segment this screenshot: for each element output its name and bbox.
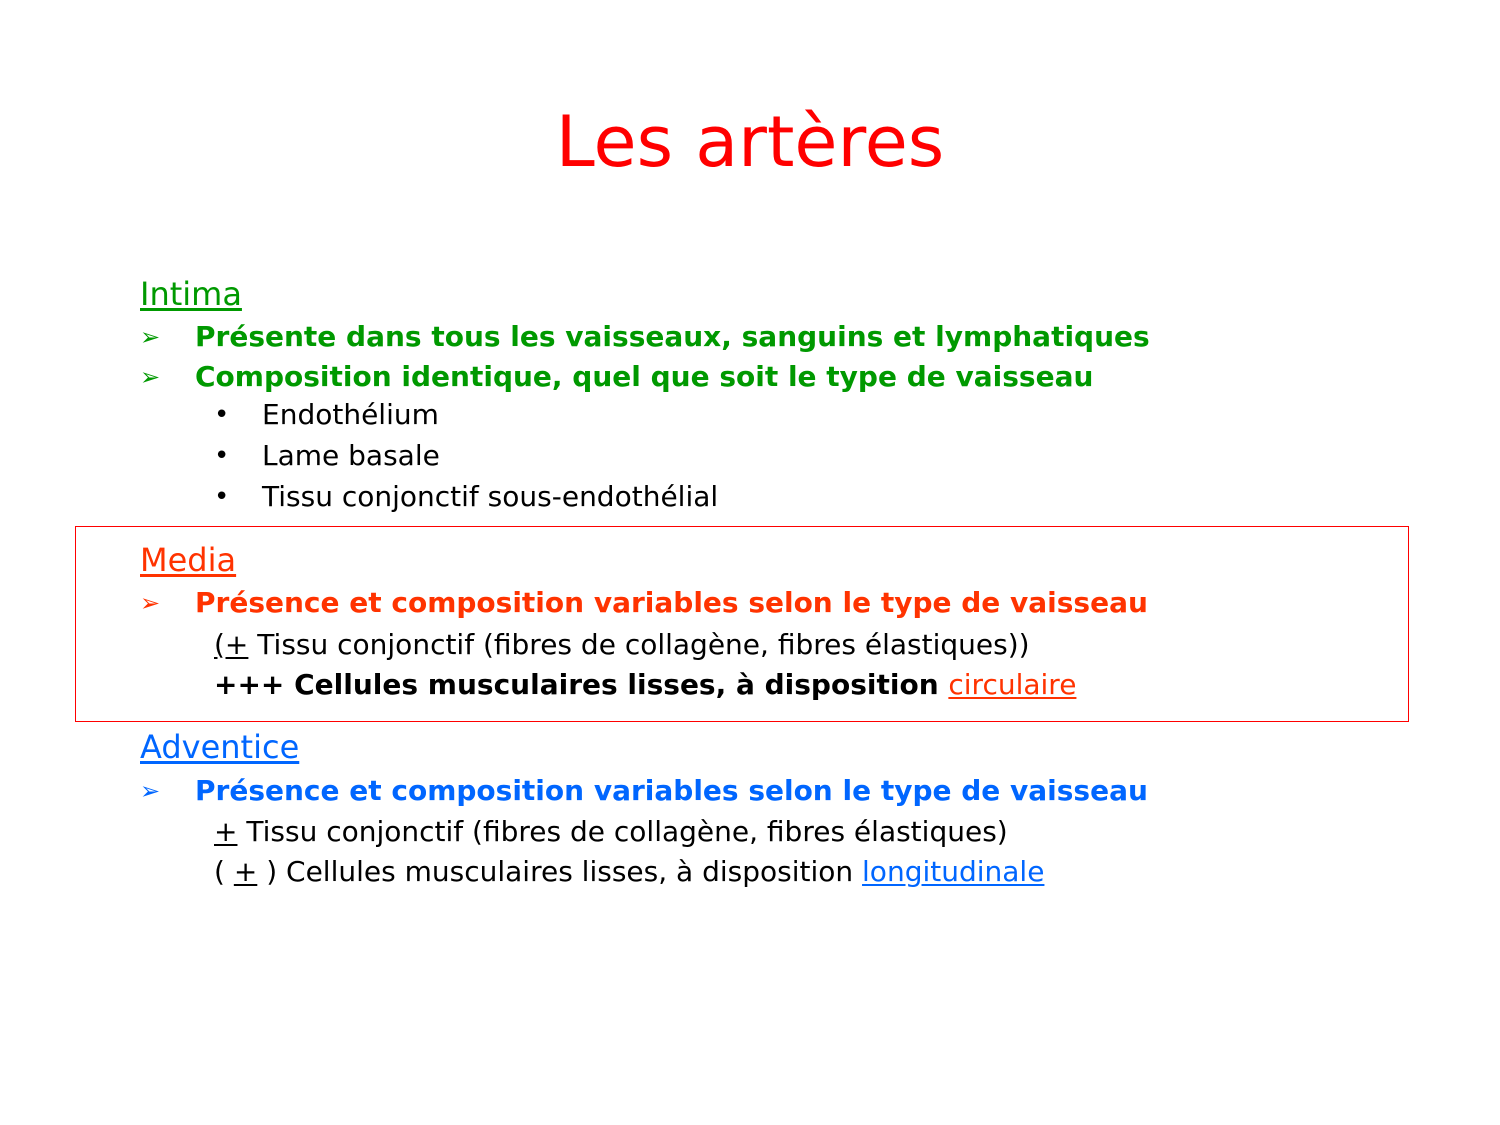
dot-bullet-icon: • [214,400,230,430]
intima-point-1: Présente dans tous les vaisseaux, sanguins et lymphatiques [195,320,1150,353]
media-detail-2-highlight: circulaire [948,668,1077,701]
adventice-detail-2 [214,855,1044,889]
media-detail-1-text: Tissu conjonctif (fibres de collagène, fibres élastiques)) [248,628,1030,661]
media-heading: Media [140,541,237,579]
adventice-point: Présence et composition variables selon le type de vaisseau [195,774,1148,807]
media-point: Présence et composition variables selon le type de vaisseau [195,586,1148,619]
intima-item-2: Lame basale [262,439,440,472]
intima-item-3: Tissu conjonctif sous-endothélial [262,480,719,513]
intima-item-1: Endothélium [262,398,439,431]
media-detail-1-marker: (+ [214,628,249,661]
media-detail-2-text: +++ Cellules musculaires lisses, à disposition [214,668,949,701]
adventice-detail-2-prefix: ( [214,855,234,888]
arrow-bullet-icon: ➢ [140,777,161,805]
adventice-detail-1 [214,815,1008,849]
adventice-detail-2-highlight: longitudinale [862,855,1045,888]
adventice-detail-1-marker: + [214,815,238,848]
arrow-bullet-icon: ➢ [140,589,161,617]
intima-heading: Intima [140,275,242,313]
dot-bullet-icon: • [214,482,230,512]
media-detail-1 [214,628,1030,662]
adventice-heading: Adventice [140,728,300,766]
intima-point-2: Composition identique, quel que soit le type de vaisseau [195,360,1094,393]
arrow-bullet-icon: ➢ [140,323,161,351]
adventice-detail-2-marker: + [233,855,258,888]
slide-title: Les artères [555,101,945,183]
dot-bullet-icon: • [214,441,230,471]
adventice-detail-2-text: ) Cellules musculaires lisses, à disposition [257,855,863,888]
arrow-bullet-icon: ➢ [140,363,161,391]
media-detail-2 [214,668,1076,702]
adventice-detail-1-text: Tissu conjonctif (fibres de collagène, fibres élastiques) [237,815,1008,848]
